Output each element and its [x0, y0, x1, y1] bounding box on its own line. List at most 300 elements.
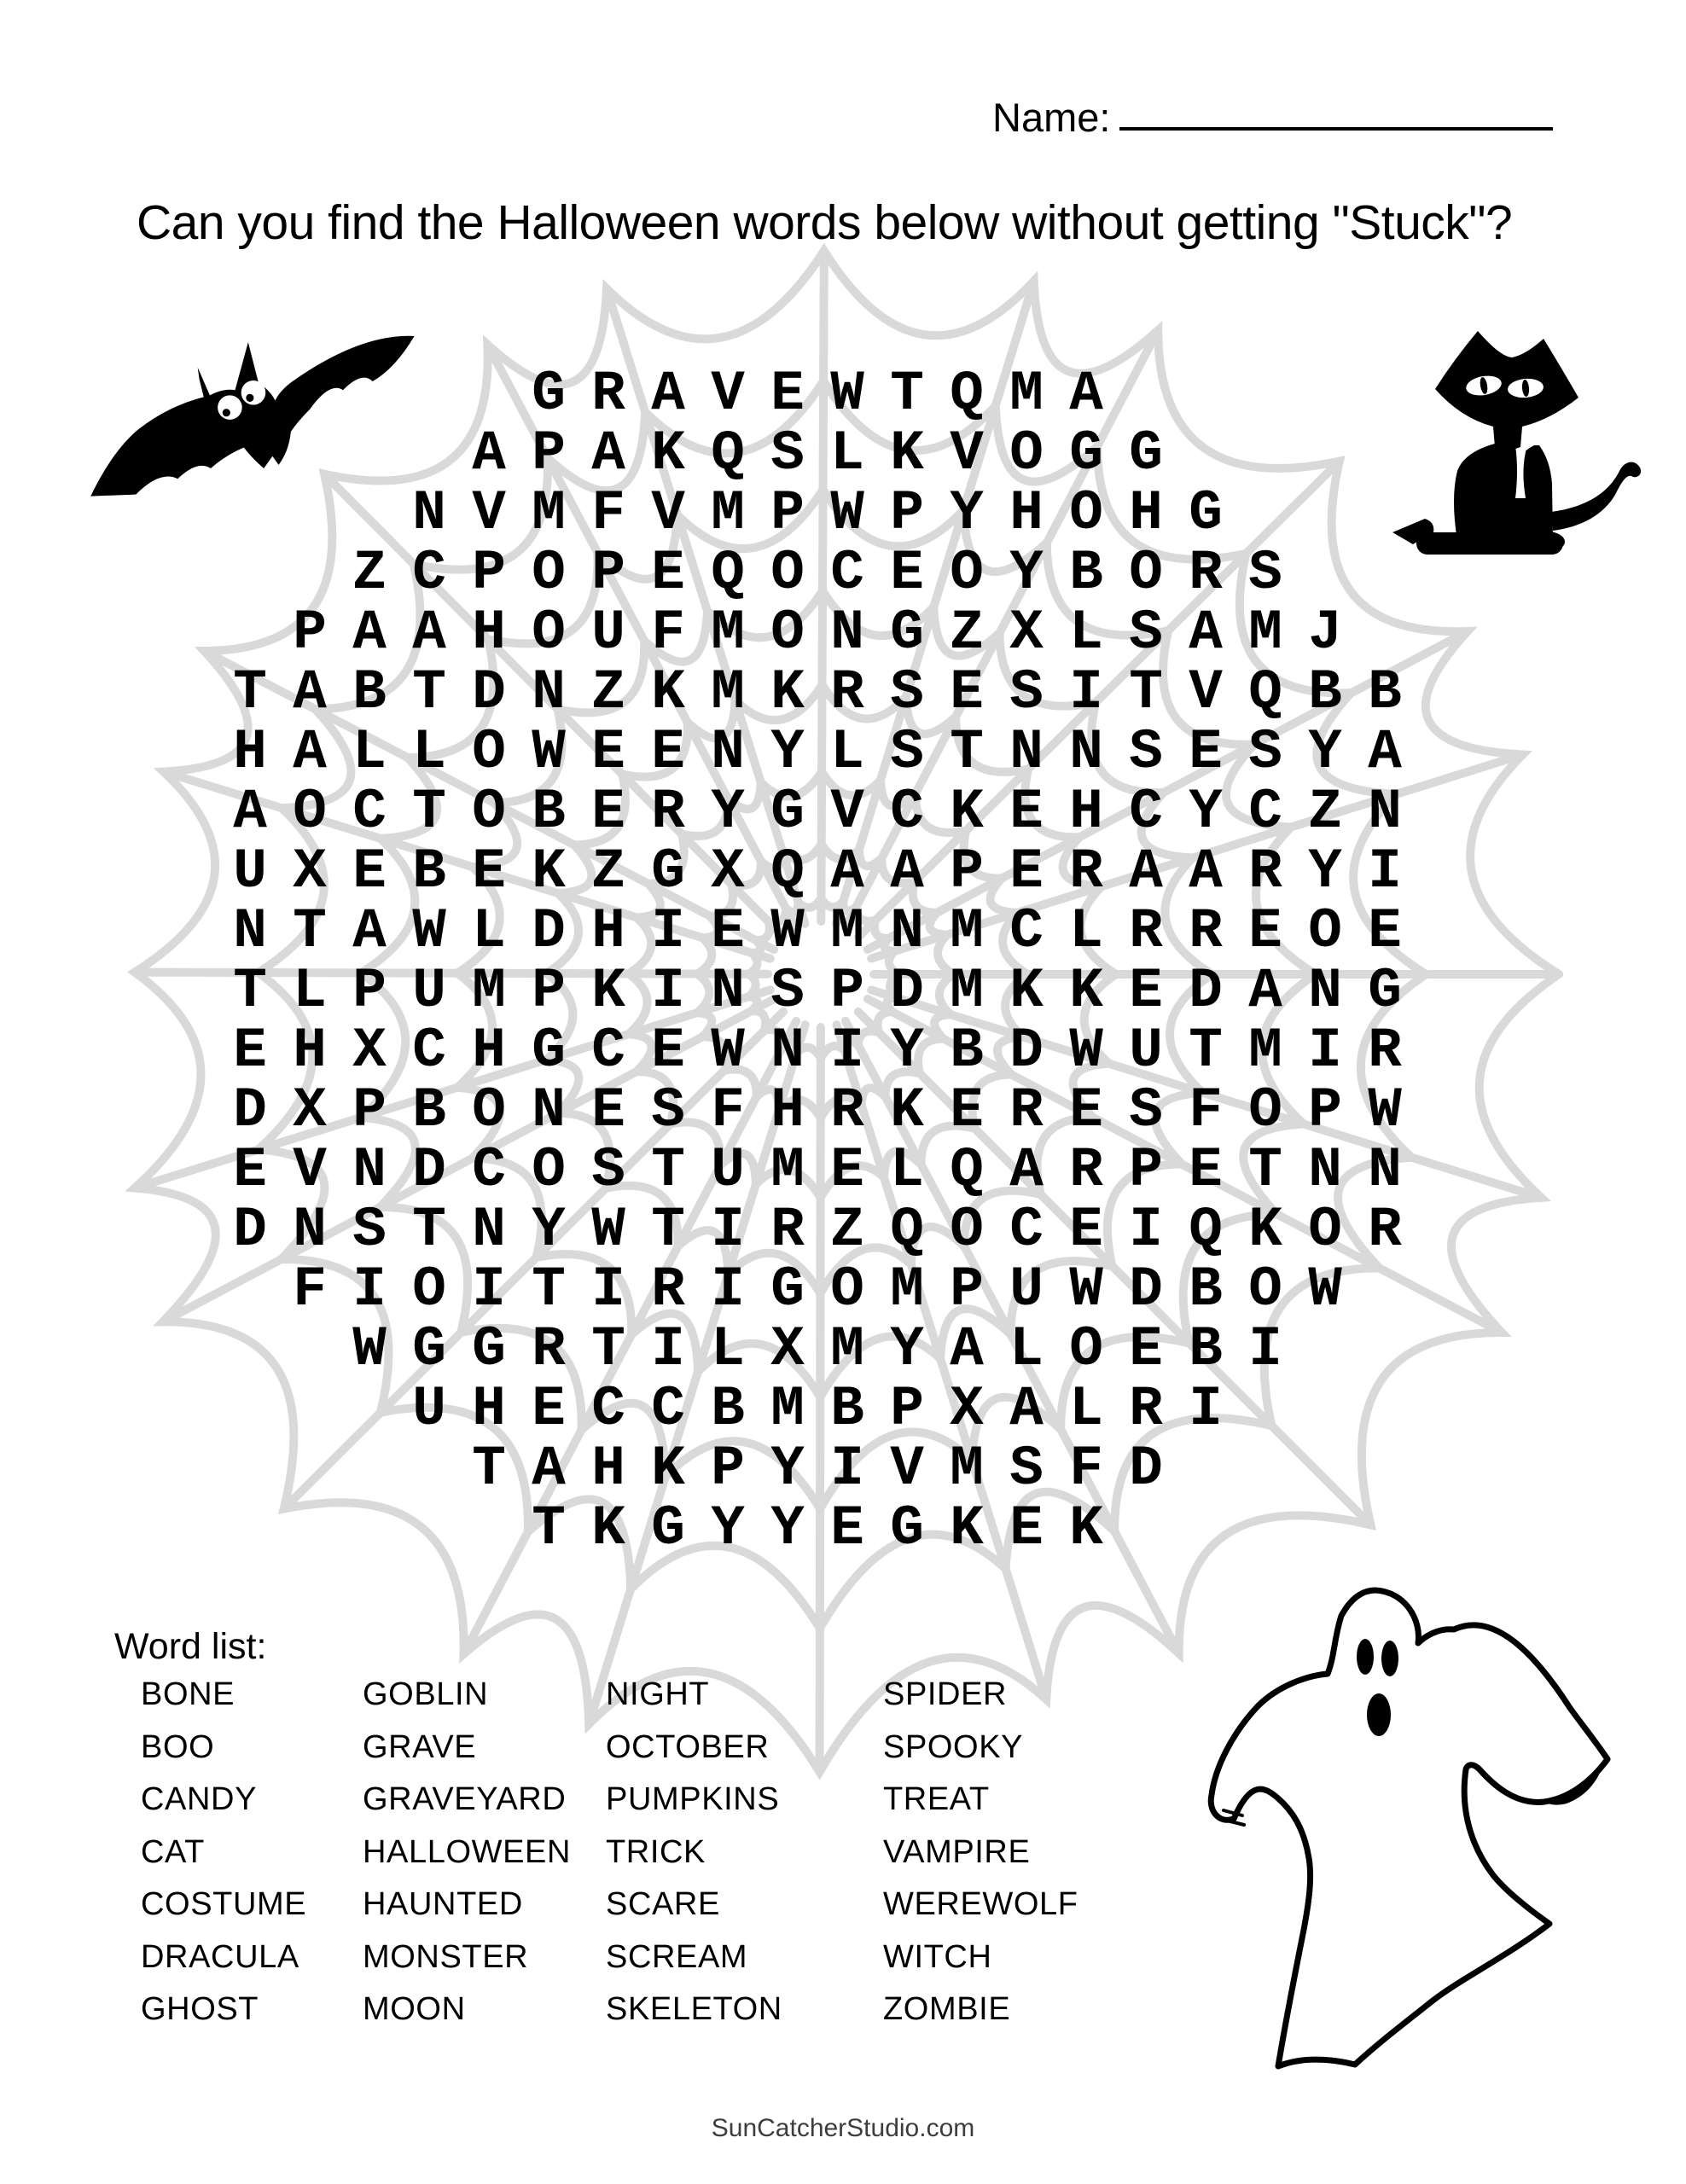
grid-letter: E — [711, 899, 745, 963]
word-list-item: DRACULA — [141, 1938, 299, 1975]
grid-letter: S — [890, 660, 924, 724]
grid-letter: Y — [890, 1317, 924, 1381]
grid-letter: Q — [1189, 1198, 1223, 1262]
grid-letter: P — [770, 481, 805, 545]
grid-letter: E — [1009, 780, 1044, 844]
grid-letter: L — [472, 899, 506, 963]
grid-letter: E — [1129, 959, 1163, 1023]
grid-letter: F — [651, 601, 685, 665]
grid-letter: A — [293, 660, 327, 724]
grid-letter: I — [472, 1258, 506, 1321]
grid-letter: S — [1009, 660, 1044, 724]
grid-letter: C — [830, 541, 864, 605]
grid-letter: K — [1069, 959, 1103, 1023]
grid-letter: B — [1308, 660, 1342, 724]
grid-letter: V — [711, 362, 745, 426]
grid-letter: I — [651, 959, 685, 1023]
grid-letter: B — [711, 1377, 745, 1441]
grid-row — [0, 601, 1635, 665]
grid-letter: E — [651, 541, 685, 605]
grid-letter: H — [293, 1019, 327, 1083]
grid-letter: E — [950, 660, 984, 724]
grid-letter: A — [412, 601, 446, 665]
grid-letter: M — [830, 899, 864, 963]
grid-letter: E — [233, 1019, 267, 1083]
grid-letter: M — [1248, 1019, 1282, 1083]
word-list-item: SPOOKY — [883, 1728, 1024, 1765]
grid-letter: P — [711, 1437, 745, 1501]
grid-letter: O — [472, 780, 506, 844]
grid-letter: K — [950, 1496, 984, 1560]
grid-letter: Y — [890, 1019, 924, 1083]
grid-letter: K — [591, 959, 625, 1023]
grid-letter: O — [830, 1258, 864, 1321]
grid-letter: I — [1129, 1198, 1163, 1262]
grid-letter: W — [1368, 1078, 1402, 1142]
grid-letter: T — [651, 1198, 685, 1262]
word-list-item: MOON — [363, 1991, 466, 2027]
grid-letter: P — [352, 1078, 387, 1142]
grid-letter: M — [1009, 362, 1044, 426]
grid-letter: V — [950, 421, 984, 485]
grid-row — [0, 1138, 1635, 1202]
grid-letter: A — [352, 899, 387, 963]
grid-letter: M — [1248, 601, 1282, 665]
grid-letter: D — [233, 1198, 267, 1262]
grid-letter: L — [293, 959, 327, 1023]
grid-letter: W — [1069, 1258, 1103, 1321]
grid-letter: L — [890, 1138, 924, 1202]
grid-letter: U — [412, 959, 446, 1023]
grid-letter: O — [1069, 481, 1103, 545]
grid-letter: W — [1069, 1019, 1103, 1083]
grid-letter: E — [1189, 720, 1223, 784]
grid-letter: L — [352, 720, 387, 784]
grid-letter: A — [830, 839, 864, 903]
grid-letter: R — [532, 1317, 566, 1381]
grid-letter: N — [412, 481, 446, 545]
word-list-item: GRAVE — [363, 1728, 477, 1765]
grid-row — [0, 959, 1635, 1023]
grid-letter: T — [591, 1317, 625, 1381]
grid-letter: E — [830, 1138, 864, 1202]
grid-letter: G — [1129, 421, 1163, 485]
grid-letter: G — [651, 1496, 685, 1560]
grid-letter: L — [1009, 1317, 1044, 1381]
grid-letter: N — [711, 720, 745, 784]
grid-letter: K — [591, 1496, 625, 1560]
grid-letter: T — [412, 660, 446, 724]
grid-letter: H — [591, 899, 625, 963]
grid-letter: O — [472, 720, 506, 784]
grid-letter: W — [711, 1019, 745, 1083]
grid-letter: H — [770, 1078, 805, 1142]
grid-letter: Q — [770, 839, 805, 903]
grid-letter: Y — [1189, 780, 1223, 844]
grid-letter: W — [830, 362, 864, 426]
grid-letter: T — [532, 1496, 566, 1560]
grid-letter: T — [950, 720, 984, 784]
grid-letter: Z — [591, 660, 625, 724]
grid-letter: P — [890, 1377, 924, 1441]
grid-row — [0, 662, 1635, 722]
grid-letter: C — [472, 1138, 506, 1202]
grid-letter: E — [591, 720, 625, 784]
grid-letter: O — [532, 541, 566, 605]
grid-letter: C — [352, 780, 387, 844]
grid-letter: I — [352, 1258, 387, 1321]
grid-letter: X — [293, 839, 327, 903]
grid-letter: X — [293, 1078, 327, 1142]
grid-letter: H — [472, 1377, 506, 1441]
grid-row — [0, 720, 1635, 784]
grid-letter: G — [532, 362, 566, 426]
word-list-item: WEREWOLF — [883, 1886, 1078, 1922]
word-list-item: BOO — [141, 1728, 215, 1765]
grid-letter: B — [1069, 541, 1103, 605]
grid-letter: E — [950, 1078, 984, 1142]
grid-letter: L — [412, 720, 446, 784]
grid-letter: I — [1248, 1317, 1282, 1381]
grid-letter: Y — [1308, 720, 1342, 784]
grid-letter: I — [651, 899, 685, 963]
grid-letter: H — [1129, 481, 1163, 545]
grid-letter: O — [472, 1078, 506, 1142]
word-list-column — [363, 1669, 571, 2036]
grid-letter: Y — [770, 720, 805, 784]
word-list-item: TREAT — [883, 1781, 990, 1817]
grid-letter: P — [352, 959, 387, 1023]
grid-row — [0, 1498, 1635, 1558]
grid-letter: D — [472, 660, 506, 724]
grid-letter: K — [770, 660, 805, 724]
grid-letter: N — [1069, 720, 1103, 784]
grid-letter: C — [591, 1377, 625, 1441]
grid-letter: Z — [352, 541, 387, 605]
name-label: Name: — [992, 95, 1111, 140]
grid-letter: E — [651, 1019, 685, 1083]
grid-letter: N — [770, 1019, 805, 1083]
grid-letter: K — [1069, 1496, 1103, 1560]
grid-letter: H — [233, 720, 267, 784]
grid-letter: B — [1189, 1317, 1223, 1381]
word-list-item: GOBLIN — [363, 1676, 489, 1712]
grid-letter: Q — [950, 362, 984, 426]
grid-letter: M — [950, 959, 984, 1023]
grid-letter: S — [1248, 541, 1282, 605]
grid-letter: L — [1069, 899, 1103, 963]
grid-letter: Q — [890, 1198, 924, 1262]
grid-letter: F — [1189, 1078, 1223, 1142]
grid-letter: G — [890, 1496, 924, 1560]
grid-letter: T — [651, 1138, 685, 1202]
grid-letter: D — [233, 1078, 267, 1142]
grid-letter: C — [1129, 780, 1163, 844]
grid-letter: I — [591, 1258, 625, 1321]
grid-letter: X — [950, 1377, 984, 1441]
grid-letter: N — [1368, 1138, 1402, 1202]
grid-letter: G — [1368, 959, 1402, 1023]
grid-letter: E — [1189, 1138, 1223, 1202]
grid-letter: U — [233, 839, 267, 903]
grid-letter: E — [1069, 1078, 1103, 1142]
grid-letter: S — [1009, 1437, 1044, 1501]
grid-letter: E — [1248, 899, 1282, 963]
grid-row — [0, 1198, 1635, 1262]
grid-letter: R — [770, 1198, 805, 1262]
grid-letter: T — [890, 362, 924, 426]
grid-letter: R — [1368, 1198, 1402, 1262]
grid-row — [0, 1259, 1635, 1319]
puzzle-title: Can you find the Halloween words below without getting "Stuck"? — [137, 195, 1513, 250]
grid-letter: R — [1069, 839, 1103, 903]
grid-letter: G — [770, 1258, 805, 1321]
grid-letter: S — [651, 1078, 685, 1142]
grid-letter: H — [472, 601, 506, 665]
word-list-item: VAMPIRE — [883, 1833, 1031, 1870]
grid-letter: O — [950, 541, 984, 605]
word-list-item: ZOMBIE — [883, 1991, 1011, 2027]
grid-letter: T — [1129, 660, 1163, 724]
grid-letter: A — [950, 1317, 984, 1381]
grid-letter: C — [651, 1377, 685, 1441]
grid-letter: B — [532, 780, 566, 844]
grid-letter: N — [1308, 1138, 1342, 1202]
grid-letter: E — [890, 541, 924, 605]
grid-letter: B — [830, 1377, 864, 1441]
grid-letter: M — [770, 1138, 805, 1202]
grid-letter: K — [651, 421, 685, 485]
ghost-icon — [1150, 1554, 1645, 2109]
grid-letter: O — [532, 1138, 566, 1202]
grid-letter: R — [1189, 541, 1223, 605]
grid-letter: A — [1009, 1377, 1044, 1441]
grid-letter: E — [532, 1377, 566, 1441]
grid-letter: R — [1129, 899, 1163, 963]
grid-letter: E — [1009, 839, 1044, 903]
grid-row — [0, 1019, 1635, 1083]
grid-letter: N — [1009, 720, 1044, 784]
grid-letter: N — [830, 601, 864, 665]
grid-letter: L — [830, 421, 864, 485]
word-list-heading: Word list: — [114, 1626, 267, 1667]
grid-letter: P — [472, 541, 506, 605]
grid-letter: A — [233, 780, 267, 844]
grid-letter: G — [412, 1317, 446, 1381]
grid-letter: A — [293, 720, 327, 784]
grid-letter: C — [890, 780, 924, 844]
grid-letter: M — [532, 481, 566, 545]
grid-letter: B — [352, 660, 387, 724]
grid-letter: N — [1308, 959, 1342, 1023]
grid-row — [0, 1377, 1635, 1441]
grid-letter: F — [1069, 1437, 1103, 1501]
grid-letter: U — [412, 1377, 446, 1441]
grid-row — [0, 1319, 1635, 1379]
grid-letter: R — [830, 660, 864, 724]
grid-letter: C — [412, 541, 446, 605]
grid-letter: I — [830, 1019, 864, 1083]
grid-letter: G — [472, 1317, 506, 1381]
grid-letter: K — [1009, 959, 1044, 1023]
grid-letter: I — [1189, 1377, 1223, 1441]
grid-letter: V — [890, 1437, 924, 1501]
grid-letter: B — [1368, 660, 1402, 724]
grid-letter: M — [770, 1377, 805, 1441]
grid-letter: G — [651, 839, 685, 903]
grid-letter: E — [472, 839, 506, 903]
grid-letter: V — [651, 481, 685, 545]
grid-letter: N — [472, 1198, 506, 1262]
grid-letter: L — [1069, 601, 1103, 665]
grid-letter: P — [591, 541, 625, 605]
grid-letter: T — [532, 1258, 566, 1321]
grid-letter: R — [591, 362, 625, 426]
word-list-column — [141, 1669, 306, 2036]
grid-letter: A — [1189, 839, 1223, 903]
grid-letter: O — [950, 1198, 984, 1262]
grid-letter: X — [711, 839, 745, 903]
grid-letter: R — [651, 780, 685, 844]
grid-letter: A — [1368, 720, 1402, 784]
grid-letter: O — [412, 1258, 446, 1321]
grid-letter: X — [1009, 601, 1044, 665]
grid-letter: Q — [711, 541, 745, 605]
grid-letter: P — [890, 481, 924, 545]
grid-row — [0, 841, 1635, 901]
grid-letter: X — [352, 1019, 387, 1083]
grid-letter: T — [233, 959, 267, 1023]
footer-credit: SunCatcherStudio.com — [711, 2114, 975, 2142]
black-cat-icon — [1375, 317, 1648, 565]
grid-letter: P — [1308, 1078, 1342, 1142]
grid-letter: Y — [770, 1437, 805, 1501]
grid-letter: M — [711, 481, 745, 545]
name-blank-line[interactable] — [1119, 127, 1553, 131]
grid-letter: P — [830, 959, 864, 1023]
grid-letter: A — [651, 362, 685, 426]
grid-letter: K — [532, 839, 566, 903]
grid-letter: L — [830, 720, 864, 784]
grid-letter: W — [532, 720, 566, 784]
grid-letter: A — [472, 421, 506, 485]
grid-letter: A — [352, 601, 387, 665]
bat-icon — [68, 294, 444, 512]
grid-letter: O — [1129, 541, 1163, 605]
grid-letter: D — [1189, 959, 1223, 1023]
word-list-column — [883, 1669, 1078, 2036]
grid-letter: Y — [532, 1198, 566, 1262]
word-list-item: SCREAM — [606, 1938, 748, 1975]
grid-letter: M — [472, 959, 506, 1023]
grid-letter: P — [532, 421, 566, 485]
grid-letter: N — [711, 959, 745, 1023]
grid-letter: P — [1129, 1138, 1163, 1202]
grid-letter: I — [711, 1198, 745, 1262]
grid-letter: G — [1069, 421, 1103, 485]
grid-letter: E — [1069, 1198, 1103, 1262]
word-list-item: HAUNTED — [363, 1886, 523, 1922]
grid-letter: T — [412, 780, 446, 844]
grid-letter: A — [890, 839, 924, 903]
grid-letter: Z — [950, 601, 984, 665]
grid-letter: E — [1368, 899, 1402, 963]
grid-letter: M — [711, 601, 745, 665]
grid-letter: C — [412, 1019, 446, 1083]
grid-letter: G — [770, 780, 805, 844]
grid-letter: K — [890, 421, 924, 485]
grid-letter: R — [1248, 839, 1282, 903]
grid-letter: C — [1009, 899, 1044, 963]
grid-letter: V — [472, 481, 506, 545]
grid-letter: N — [352, 1138, 387, 1202]
grid-letter: O — [770, 541, 805, 605]
grid-letter: E — [591, 1078, 625, 1142]
grid-letter: A — [591, 421, 625, 485]
grid-letter: E — [352, 839, 387, 903]
grid-letter: R — [1069, 1138, 1103, 1202]
grid-letter: G — [532, 1019, 566, 1083]
word-list-item: GHOST — [141, 1991, 259, 2027]
grid-letter: Z — [1308, 780, 1342, 844]
grid-letter: K — [1248, 1198, 1282, 1262]
grid-row — [0, 780, 1635, 844]
grid-letter: G — [890, 601, 924, 665]
grid-letter: U — [711, 1138, 745, 1202]
grid-letter: A — [1069, 362, 1103, 426]
grid-letter: I — [651, 1317, 685, 1381]
grid-letter: K — [950, 780, 984, 844]
grid-letter: W — [1308, 1258, 1342, 1321]
grid-letter: B — [1189, 1258, 1223, 1321]
grid-letter: S — [770, 959, 805, 1023]
grid-letter: V — [1189, 660, 1223, 724]
grid-letter: T — [1189, 1019, 1223, 1083]
grid-letter: O — [1308, 1198, 1342, 1262]
grid-letter: S — [770, 421, 805, 485]
grid-letter: B — [412, 1078, 446, 1142]
grid-letter: X — [770, 1317, 805, 1381]
grid-letter: T — [412, 1198, 446, 1262]
grid-letter: G — [1189, 481, 1223, 545]
grid-letter: O — [532, 601, 566, 665]
grid-letter: A — [1009, 1138, 1044, 1202]
grid-letter: D — [890, 959, 924, 1023]
grid-letter: U — [1129, 1019, 1163, 1083]
grid-letter: R — [830, 1078, 864, 1142]
grid-letter: P — [532, 959, 566, 1023]
grid-letter: L — [1069, 1377, 1103, 1441]
grid-row — [0, 1080, 1635, 1140]
grid-letter: E — [770, 362, 805, 426]
grid-letter: E — [651, 720, 685, 784]
grid-letter: N — [1368, 780, 1402, 844]
grid-letter: O — [1009, 421, 1044, 485]
word-list-item: HALLOWEEN — [363, 1833, 572, 1870]
word-list-item: GRAVEYARD — [363, 1781, 567, 1817]
grid-letter: D — [1129, 1437, 1163, 1501]
grid-letter: Z — [830, 1198, 864, 1262]
grid-letter: C — [1009, 1198, 1044, 1262]
grid-letter: E — [1009, 1496, 1044, 1560]
grid-letter: I — [1069, 660, 1103, 724]
grid-letter: R — [1009, 1078, 1044, 1142]
word-list-item: WITCH — [883, 1938, 992, 1975]
grid-letter: I — [830, 1437, 864, 1501]
grid-letter: Q — [711, 421, 745, 485]
grid-letter: D — [532, 899, 566, 963]
grid-letter: W — [412, 899, 446, 963]
